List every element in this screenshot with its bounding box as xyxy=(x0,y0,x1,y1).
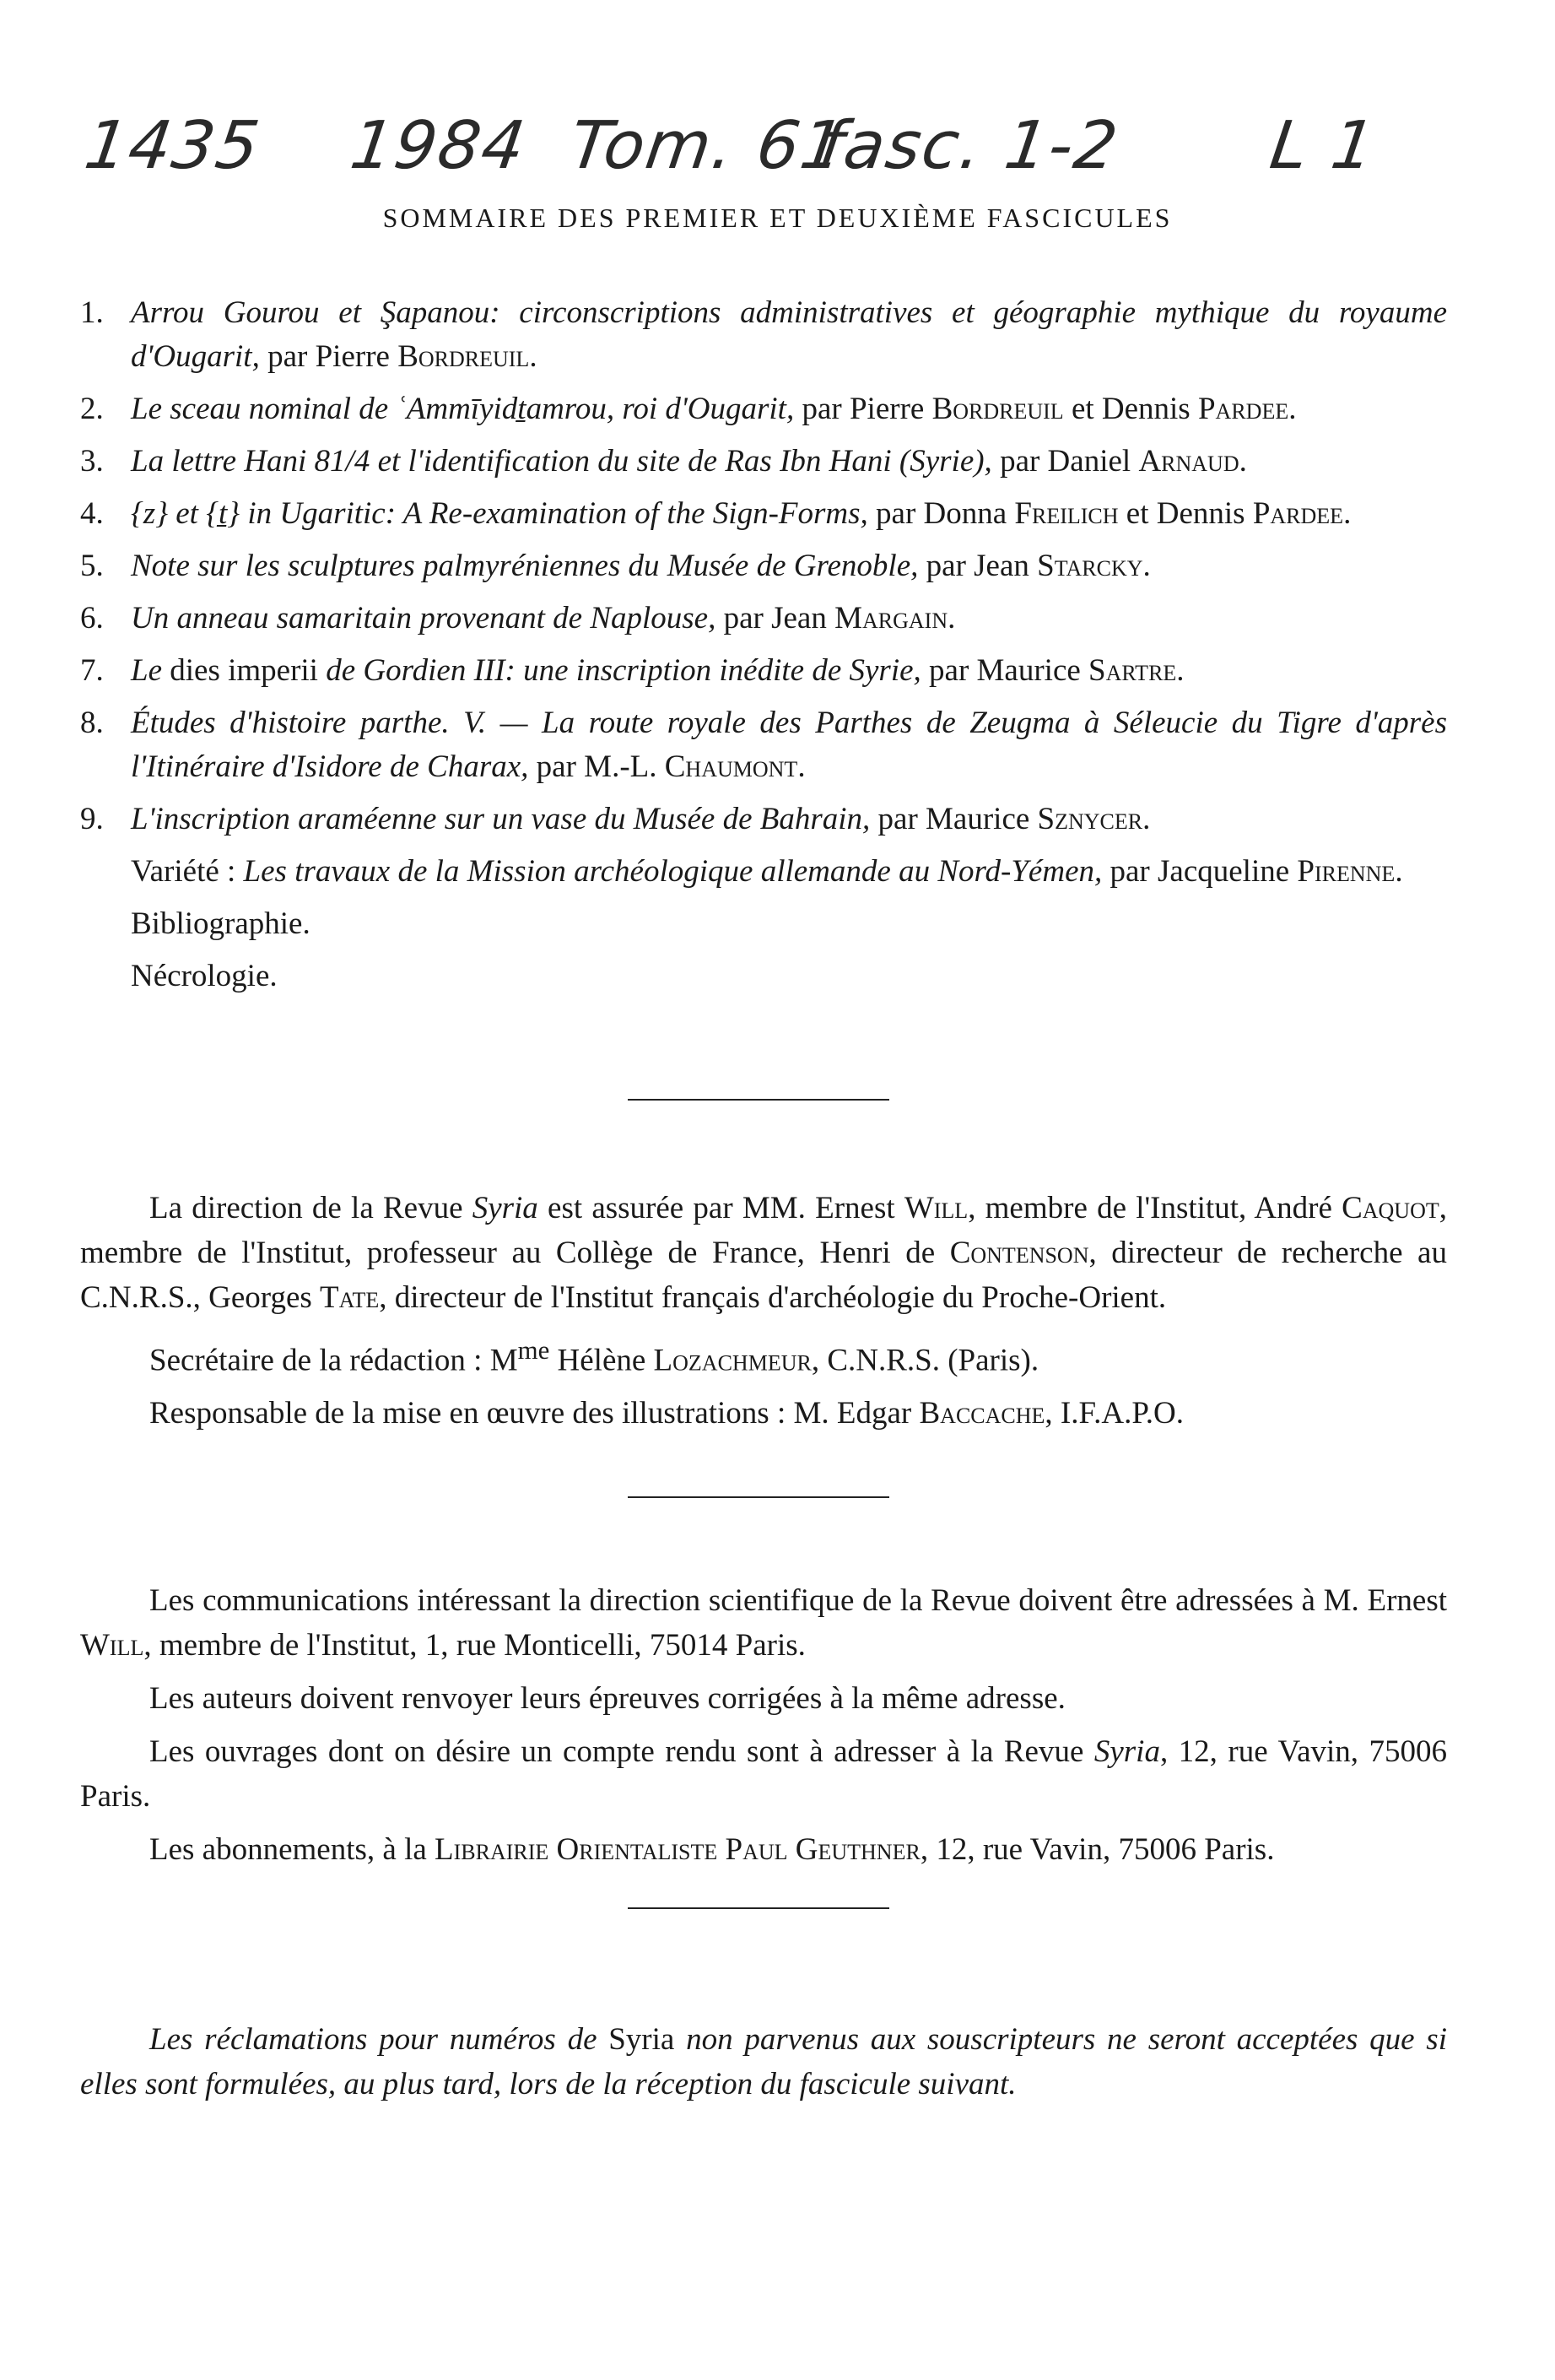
text-run: Responsable de la mise en œuvre des illustrations : M. Edgar xyxy=(149,1396,920,1431)
text-run: Les communications intéressant la direction scientifique de la Revue doivent être adressées à M. Ernest xyxy=(149,1583,1447,1618)
variete-tail: . xyxy=(1395,854,1403,889)
text-run: Les abonnements, à la xyxy=(149,1832,435,1867)
entry-tail: . xyxy=(948,601,956,636)
toc-entry xyxy=(80,440,1447,484)
text-run: est assurée par MM. Ernest xyxy=(537,1191,904,1225)
communications-paragraph xyxy=(80,1578,1447,1668)
entry-tail: . xyxy=(797,749,806,784)
text-run: , 12, rue Vavin, 75006 Paris. xyxy=(80,1734,1447,1814)
entry-by: par Maurice xyxy=(870,802,1038,836)
entry-tail: et Dennis xyxy=(1063,392,1198,426)
handwritten-shelf: L 1 xyxy=(1266,108,1381,184)
text-run: Les ouvrages dont on désire un compte rendu sont à adresser à la Revue xyxy=(149,1734,1094,1769)
entry-author: Arnaud xyxy=(1138,444,1239,479)
entry-author: Chaumont xyxy=(664,749,798,784)
entry-title: Note sur les sculptures palmyréniennes du Musée de Grenoble, xyxy=(131,549,919,583)
text-run: , 12, rue Vavin, 75006 Paris. xyxy=(920,1832,1275,1867)
handwritten-fascicule: fasc. 1-2 xyxy=(814,108,1124,184)
person-name: Lozachmeur xyxy=(653,1343,812,1378)
abonnements-paragraph xyxy=(80,1827,1447,1872)
entry-author: Sznycer xyxy=(1037,802,1143,836)
variete-label: Variété : xyxy=(131,854,244,889)
entry-by: par Jean xyxy=(918,549,1038,583)
entry-number: 2. xyxy=(80,392,104,426)
toc-entry xyxy=(80,649,1447,693)
entry-author: Freilich xyxy=(1014,496,1119,531)
variete-entry xyxy=(80,850,1447,894)
text-run: , C.N.R.S. (Paris). xyxy=(811,1343,1039,1378)
entry-title: Le xyxy=(131,653,162,688)
separator-rule xyxy=(628,1907,889,1909)
entry-number: 3. xyxy=(80,444,104,479)
text-run: non parvenus aux souscripteurs ne seront acceptées que si elles sont formulées, au plus tard, lors de la réception du fascicule suivant. xyxy=(80,2022,1447,2101)
entry-tail: . xyxy=(1142,802,1151,836)
handwritten-annotation xyxy=(78,108,1474,201)
entry-number: 4. xyxy=(80,496,104,531)
toc-entry xyxy=(80,701,1447,789)
entry-title: Le sceau nominal de ʿAmmīyidṯamrou, roi d'Ougarit, xyxy=(131,392,795,426)
correspondence-block xyxy=(80,1578,1447,1880)
entry-by: par Pierre xyxy=(259,339,398,374)
toc-entry xyxy=(80,798,1447,841)
entry-tail-2: . xyxy=(1288,392,1297,426)
entry-author: Sartre xyxy=(1088,653,1177,688)
variete-author: Pirenne xyxy=(1297,854,1396,889)
text-run: Les réclamations pour numéros de xyxy=(149,2022,609,2057)
ouvrages-paragraph xyxy=(80,1729,1447,1819)
entry-tail-2: . xyxy=(1343,496,1352,531)
person-name: Tate xyxy=(320,1280,380,1315)
editorial-block xyxy=(80,1186,1447,1444)
text-run: , I.F.A.P.O. xyxy=(1045,1396,1185,1431)
person-name: Baccache xyxy=(919,1396,1045,1431)
person-name: Caquot xyxy=(1342,1191,1439,1225)
entry-tail: . xyxy=(1176,653,1185,688)
toc-entry xyxy=(80,544,1447,588)
entry-number: 6. xyxy=(80,601,104,636)
text-run: , membre de l'Institut, 1, rue Monticelli, 75014 Paris. xyxy=(143,1628,806,1663)
text-run: , directeur de l'Institut français d'archéologie du Proche-Orient. xyxy=(379,1280,1167,1315)
entry-title: de Gordien III: une inscription inédite de Syrie, xyxy=(326,653,921,688)
separator-rule xyxy=(628,1496,889,1498)
journal-name: Syria xyxy=(472,1191,538,1225)
reclamations-note xyxy=(80,2017,1447,2107)
entry-title: Un anneau samaritain provenant de Naplouse, xyxy=(131,601,716,636)
entry-number: 5. xyxy=(80,549,104,583)
entry-author: Bordreuil xyxy=(931,392,1064,426)
toc-entry xyxy=(80,291,1447,379)
entry-tail: . xyxy=(1239,444,1247,479)
text-run: Secrétaire de la rédaction : M xyxy=(149,1343,518,1378)
entry-author: Margain xyxy=(834,601,948,636)
toc-entry xyxy=(80,387,1447,431)
entry-number: 7. xyxy=(80,653,104,688)
bibliographie-entry: Bibliographie. xyxy=(131,906,310,941)
text-run: , directeur de recherche au C.N.R.S., Georges xyxy=(80,1236,1447,1315)
table-of-contents xyxy=(80,291,1447,1007)
text-run: , membre de l'Institut, André xyxy=(968,1191,1342,1225)
journal-name: Syria xyxy=(1093,1734,1160,1769)
responsable-paragraph xyxy=(80,1391,1447,1436)
handwritten-tome: Tom. 61 xyxy=(565,108,850,184)
handwritten-number: 1435 xyxy=(80,108,266,184)
text-run: La direction de la Revue xyxy=(149,1191,472,1225)
person-name: Will xyxy=(904,1191,969,1225)
title-superscript: me xyxy=(517,1336,550,1365)
person-name: Will xyxy=(80,1628,144,1663)
toc-entry xyxy=(80,492,1447,536)
variete-title: Les travaux de la Mission archéologique allemande au Nord-Yémen, xyxy=(243,854,1103,889)
page-title: SOMMAIRE DES PREMIER ET DEUXIÈME FASCICULES xyxy=(382,203,1173,233)
entry-author-2: Pardee xyxy=(1197,392,1289,426)
entry-title: L'inscription araméenne sur un vase du Musée de Bahrain, xyxy=(131,802,871,836)
entry-tail: et Dennis xyxy=(1118,496,1253,531)
variete-by: par Jacqueline xyxy=(1102,854,1298,889)
auteurs-paragraph: Les auteurs doivent renvoyer leurs épreuves corrigées à la même adresse. xyxy=(149,1681,1066,1716)
necrologie-entry: Nécrologie. xyxy=(131,959,278,993)
entry-number: 1. xyxy=(80,295,104,330)
entry-number: 9. xyxy=(80,802,104,836)
entry-title: Études d'histoire parthe. V. — La route royale des Parthes de Zeugma à Séleucie du Tigre d'après l'Itinéraire d'Isidore de Charax, xyxy=(131,706,1447,784)
toc-entry xyxy=(80,597,1447,641)
entry-by: par Pierre xyxy=(794,392,932,426)
entry-author-2: Pardee xyxy=(1252,496,1344,531)
entry-author: Starcky xyxy=(1037,549,1143,583)
journal-name: Syria xyxy=(608,2022,675,2057)
entry-tail: . xyxy=(1142,549,1151,583)
entry-tail: . xyxy=(529,339,537,374)
separator-rule xyxy=(628,1099,889,1101)
entry-title: {z} et {ṯ} in Ugaritic: A Re-examination of the Sign-Forms, xyxy=(131,496,868,531)
entry-by: par Jean xyxy=(715,601,835,636)
text-run: Hélène xyxy=(549,1343,654,1378)
entry-author: Bordreuil xyxy=(397,339,530,374)
person-name: Contenson xyxy=(949,1236,1089,1270)
handwritten-year: 1984 xyxy=(346,108,532,184)
entry-title-roman: dies imperii xyxy=(162,653,327,688)
entry-number: 8. xyxy=(80,706,104,740)
entry-by: par M.-L. xyxy=(528,749,665,784)
entry-title: La lettre Hani 81/4 et l'identification du site de Ras Ibn Hani (Syrie), xyxy=(131,444,992,479)
entry-title: Arrou Gourou et Şapanou: circonscriptions administratives et géographie mythique du royaume d'Ougarit, xyxy=(131,295,1447,374)
direction-paragraph xyxy=(80,1186,1447,1320)
entry-by: par Daniel xyxy=(991,444,1139,479)
entry-by: par Maurice xyxy=(921,653,1089,688)
entry-by: par Donna xyxy=(867,496,1015,531)
text-run: , membre de l'Institut, professeur au Collège de France, Henri de xyxy=(80,1191,1447,1270)
secretaire-paragraph xyxy=(80,1328,1447,1382)
publisher-name: Librairie Orientaliste Paul Geuthner xyxy=(435,1832,921,1867)
